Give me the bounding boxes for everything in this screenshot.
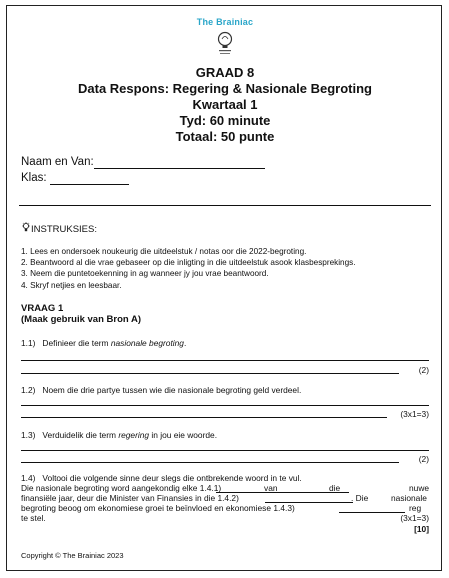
marks-1-3: (2)	[418, 454, 429, 464]
question-total: [10]	[414, 524, 429, 534]
answer-line[interactable]	[21, 373, 399, 374]
name-label: Naam en Van:	[21, 156, 94, 168]
marks-1-4: (3x1=3)	[400, 513, 429, 523]
question-1-2: 1.2) Noem die drie partye tussen wie die nasionale begroting geld verdeel.	[21, 385, 302, 395]
answer-line[interactable]	[21, 405, 429, 406]
answer-line[interactable]	[21, 417, 387, 418]
divider	[19, 205, 431, 206]
brand-name: The Brainiac	[196, 17, 254, 27]
question-1-3: 1.3) Verduidelik die term regering in jou eie woorde.	[21, 430, 218, 440]
worksheet-page	[6, 5, 442, 571]
marks-1-1: (2)	[418, 365, 429, 375]
term-title: Kwartaal 1	[192, 97, 258, 112]
sentence-line-4: te stel.	[21, 513, 46, 523]
instructions-list	[21, 246, 436, 291]
sentence-line-2: finansiële jaar, deur die Minister van Finansies in die 1.4.2) . Die nasionale	[21, 493, 427, 503]
instruction-item: 3. Neem die puntetoekenning in ag wanneer jy jou vrae beantwoord.	[21, 269, 269, 279]
instruction-item: 2. Beantwoord al die vrae gebaseer op die inligting in die uitdeelstuk asook klasbesprekings.	[21, 258, 356, 268]
instructions-heading: INSTRUKSIES:	[31, 224, 97, 235]
class-label: Klas:	[21, 172, 47, 184]
question-heading: VRAAG 1	[21, 303, 64, 314]
instruction-item: 1. Lees en ondersoek noukeurig die uitdeelstuk / notas oor die 2022-begroting.	[21, 247, 307, 256]
source-note: (Maak gebruik van Bron A)	[21, 314, 142, 325]
copyright-footer: Copyright © The Brainiac 2023	[21, 551, 124, 560]
answer-line[interactable]	[21, 450, 429, 451]
lightbulb-icon	[21, 222, 31, 233]
answer-line[interactable]	[21, 360, 429, 361]
grade-title: GRAAD 8	[195, 65, 255, 80]
sentence-line-3: begroting beoog om ekonomiese groei te beïnvloed en ekonomiese 1.4.3) reg	[21, 503, 422, 513]
lightbulb-logo-icon	[216, 31, 234, 59]
total-title: Totaal: 50 punte	[175, 129, 275, 144]
class-field[interactable]	[50, 184, 129, 185]
sentence-line-1: Die nasionale begroting word aangekondig elke 1.4.1) van die nuwe	[21, 483, 430, 493]
question-1-4: 1.4) Voltooi die volgende sinne deur slegs die ontbrekende woord in te vul.	[21, 473, 302, 483]
question-1-1: 1.1) Definieer die term nasionale begroting.	[21, 338, 187, 348]
time-title: Tyd: 60 minute	[179, 113, 271, 128]
paper-title: Data Respons: Regering & Nasionale Begroting	[78, 81, 372, 96]
marks-1-2: (3x1=3)	[400, 409, 429, 419]
instruction-item: 4. Skryf netjies en leesbaar.	[21, 280, 122, 290]
answer-line[interactable]	[21, 462, 399, 463]
name-field[interactable]	[94, 168, 265, 169]
